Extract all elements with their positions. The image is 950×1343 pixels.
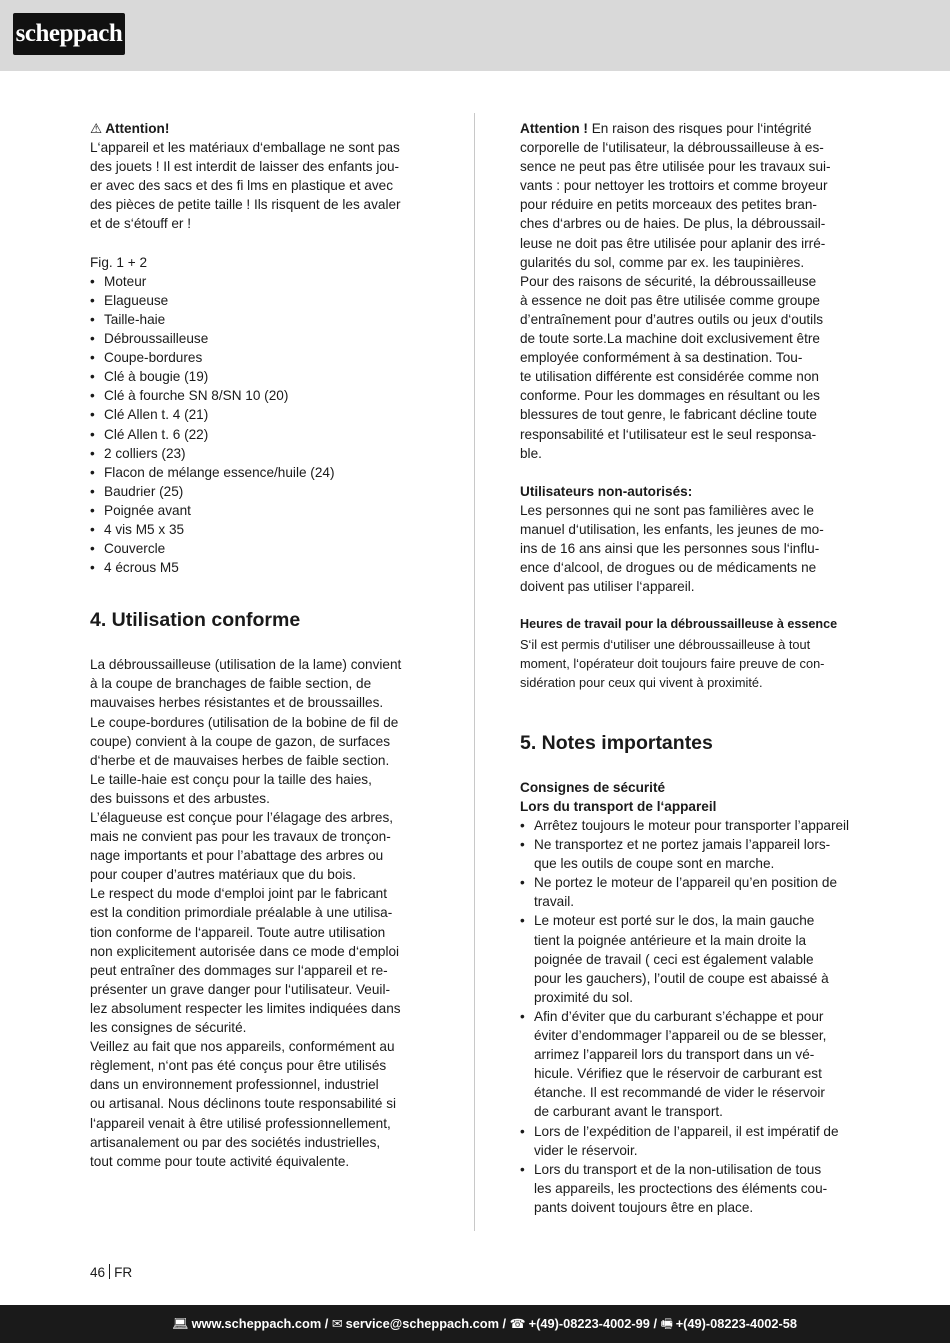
parts-list-item: • Elagueuse (90, 291, 435, 310)
section-4-line: mais ne convient pas pour les travaux de tronçon- (90, 829, 391, 845)
section-4-line: tion conforme de l‘appareil. Toute autre utilisation (90, 924, 386, 940)
transport-list-item-line: que les outils de coupe sont en marche. (534, 856, 775, 872)
unauthorized-users-text (520, 501, 865, 596)
parts-list-item: • 2 colliers (23) (90, 444, 435, 463)
footer-separator: / (321, 1316, 332, 1331)
attention-first-line: En raison des risques pour l‘intégrité (587, 121, 812, 136)
section-4-line: les consignes de sécurité. (90, 1020, 247, 1036)
footer-contacts (172, 1305, 797, 1343)
attention-line: te utilisation différente est considérée comme non (520, 369, 819, 385)
section-4-line: coupe) convient à la coupe de gazon, de surfaces (90, 733, 391, 749)
section-4-line: l‘appareil venait à être utilisé professionnellement, (90, 1115, 391, 1131)
transport-list-item-line: éviter d’endommager l’appareil ou de se blesser, (534, 1028, 827, 1044)
section-4-line: lez absolument respecter les limites indiquées dans (90, 1000, 401, 1016)
section-4-heading: 4. Utilisation conforme (90, 609, 301, 632)
attention-line: corporelle de l‘utilisateur, la débroussailleuse à es- (520, 140, 824, 156)
phone-icon: ☎ (509, 1316, 526, 1331)
attention-line: pour réduire en petits morceaux des petites bran- (520, 197, 817, 213)
attention-line: sence ne peut pas être utilisée pour les travaux sui- (520, 159, 831, 175)
transport-list-item (520, 1160, 865, 1217)
attention-line: gularités du sol, comme par ex. les taupinières. (520, 254, 805, 270)
transport-list-item (520, 873, 865, 911)
working-hours-text (520, 635, 865, 692)
attention-label: Attention ! (520, 121, 588, 136)
attention-line: leuse ne doit pas être utilisée pour aplanir des irré- (520, 235, 826, 251)
page-number-separator (109, 1264, 110, 1279)
parts-list-item: • Clé à fourche SN 8/SN 10 (20) (90, 386, 435, 405)
transport-list-item (520, 1122, 865, 1160)
parts-list-item: • 4 écrous M5 (90, 558, 435, 577)
working-hours-title: Heures de travail pour la débroussailleuse à essence (520, 617, 838, 632)
transport-list-item-line: • Lors du transport et de la non-utilisation de tous (534, 1161, 822, 1177)
section-4-line: des buissons et des arbustes. (90, 790, 270, 806)
transport-list-item (520, 911, 865, 1006)
section-4-line: Le coupe-bordures (utilisation de la bobine de fil de (90, 714, 399, 730)
transport-list-item-line: pour les gauchers), l’outil de coupe est abaissé à (534, 970, 829, 986)
attention-line: responsabilité et l‘utilisateur est le seul responsa- (520, 426, 817, 442)
page-header (0, 0, 950, 71)
footer-phone: +(49)-08223-4002-99 (528, 1316, 650, 1331)
attention-line: et de s‘étouff er ! (90, 216, 192, 232)
section-4-line: mauvaises herbes résistantes et de broussailles. (90, 695, 384, 711)
section-4-line: Le respect du mode d‘emploi joint par le fabricant (90, 886, 387, 902)
section-4-line: Le taille-haie est conçu pour la taille des haies, (90, 771, 372, 787)
section-4-line: est la condition primordiale préalable à une utilisa- (90, 905, 393, 921)
working-hours-line: S‘il est permis d‘utiliser une débroussailleuse à tout (520, 636, 811, 652)
attention-line: ble. (520, 445, 542, 461)
transport-list (520, 816, 865, 1217)
section-4-line: à la coupe de branchages de faible section, de (90, 676, 372, 692)
transport-list-item-line: arrimez l’appareil lors du transport dans un vé- (534, 1047, 815, 1063)
parts-list-item: • Couvercle (90, 539, 435, 558)
attention-heading (90, 119, 435, 138)
transport-list-item-line: de carburant avant le transport. (534, 1104, 723, 1120)
footer-fax: +(49)-08223-4002-58 (675, 1316, 797, 1331)
parts-list-item: • Coupe-bordures (90, 348, 435, 367)
column-divider (474, 113, 475, 1231)
safety-title: Consignes de sécurité (520, 779, 666, 795)
parts-list (90, 272, 435, 578)
unauthorized-users-line: ence d‘alcool, de drogues ou de médicaments ne (520, 560, 817, 576)
parts-list-item: • Clé Allen t. 4 (21) (90, 405, 435, 424)
left-column (90, 119, 435, 1171)
parts-list-item: • Baudrier (25) (90, 482, 435, 501)
attention-line: d’entraînement pour d’autres outils ou jeux d‘outils (520, 311, 824, 327)
parts-list-item: • Taille-haie (90, 310, 435, 329)
transport-list-item-line: • Ne portez le moteur de l’appareil qu’en position de (534, 875, 838, 891)
attention-line: Pour des raisons de sécurité, la débroussailleuse (520, 273, 817, 289)
section-4-line: Veillez au fait que nos appareils, conformément au (90, 1039, 395, 1055)
transport-title: Lors du transport de l‘appareil (520, 798, 717, 814)
section-5-heading: 5. Notes importantes (520, 731, 713, 754)
transport-list-item-line: tient la poignée antérieure et la main droite la (534, 932, 807, 948)
working-hours-line: sidération pour ceux qui vivent à proximité. (520, 674, 763, 690)
attention-line: ches d‘arbres ou de haies. De plus, la débroussail- (520, 216, 826, 232)
transport-list-item (520, 835, 865, 873)
transport-list-item (520, 816, 865, 835)
parts-list-item: • Flacon de mélange essence/huile (24) (90, 463, 435, 482)
attention-line: des jouets ! Il est interdit de laisser des enfants jou- (90, 159, 400, 175)
parts-list-item: • Débroussailleuse (90, 329, 435, 348)
unauthorized-users-line: manuel d‘utilisation, les enfants, les jeunes de mo- (520, 521, 824, 537)
footer-email[interactable]: service@scheppach.com (345, 1316, 499, 1331)
transport-list-item-line: pants doivent toujours être en place. (534, 1199, 754, 1215)
attention-paragraph (520, 138, 865, 463)
transport-list-item-line: vider le réservoir. (534, 1142, 638, 1158)
attention-line: conforme. Pour les dommages en résultant ou les (520, 388, 820, 404)
page-footer (0, 1305, 950, 1343)
brand-logo: scheppach (13, 13, 125, 55)
attention-text (90, 138, 435, 233)
attention-line: de toute sorte.La machine doit exclusivement être (520, 331, 820, 347)
section-4-line: règlement, n‘ont pas été conçus pour être utilisés (90, 1058, 387, 1074)
attention-line: des pièces de petite taille ! Ils risquent de les avaler (90, 197, 401, 213)
transport-list-item-line: proximité du sol. (534, 989, 633, 1005)
transport-list-item-line: poignée de travail ( ceci est également valable (534, 951, 814, 967)
section-4-line: artisanalement ou par des sociétés industrielles, (90, 1134, 381, 1150)
page-number-block (90, 1264, 132, 1280)
transport-list-item (520, 1007, 865, 1122)
section-4-line: d‘herbe et de mauvaises herbes de faible section. (90, 752, 390, 768)
section-4-line: ou artisanal. Nous déclinons toute responsabilité si (90, 1096, 397, 1112)
section-4-line: non explicitement autorisée dans ce mode d‘emploi (90, 943, 400, 959)
transport-list-item-line: • Lors de l’expédition de l’appareil, il est impératif de (534, 1123, 839, 1139)
mail-icon: ✉︎ (331, 1316, 343, 1331)
fax-icon: 🖷︎ (660, 1316, 673, 1331)
footer-separator: / (498, 1316, 510, 1331)
unauthorized-users-line: ins de 16 ans ainsi que les personnes sous l‘influ- (520, 541, 820, 557)
parts-list-item: • Clé à bougie (19) (90, 367, 435, 386)
parts-list-item: • Moteur (90, 272, 435, 291)
transport-list-item-line: • Le moteur est porté sur le dos, la main gauche (534, 913, 815, 929)
section-4-line: présenter un grave danger pour l‘utilisateur. Veuil- (90, 981, 390, 997)
language-code: FR (114, 1265, 133, 1280)
page-number: 46 (90, 1265, 106, 1280)
warning-icon: ⚠ (90, 121, 103, 136)
section-4-line: dans un environnement professionnel, industriel (90, 1077, 379, 1093)
section-4-line: L’élagueuse est conçue pour l’élagage des arbres, (90, 810, 394, 825)
working-hours-line: moment, l‘opérateur doit toujours faire preuve de con- (520, 655, 825, 671)
transport-list-item-line: • Afin d’éviter que du carburant s’échappe et pour (534, 1008, 824, 1024)
attention-line: à essence ne doit pas être utilisée comme groupe (520, 292, 820, 308)
transport-list-item-line: hicule. Vérifiez que le réservoir de carburant est (534, 1066, 822, 1082)
attention-title: Attention! (105, 121, 170, 136)
section-4-line: pour couper d’autres matériaux que du bois. (90, 867, 356, 883)
parts-list-item: • 4 vis M5 x 35 (90, 520, 435, 539)
attention-line: vants : pour nettoyer les trottoirs et comme broyeur (520, 178, 828, 194)
parts-list-item: • Poignée avant (90, 501, 435, 520)
fig-label: Fig. 1 + 2 (90, 254, 148, 270)
footer-website[interactable]: www.scheppach.com (191, 1316, 322, 1331)
unauthorized-users-line: Les personnes qui ne sont pas familières avec le (520, 502, 814, 518)
section-4-line: tout comme pour toute activité équivalente. (90, 1153, 350, 1169)
attention-line: employée conformément à sa destination. Tou- (520, 350, 803, 366)
unauthorized-users-title: Utilisateurs non-autorisés: (520, 483, 693, 499)
attention-paragraph-first (520, 119, 865, 138)
transport-list-item-line: étanche. Il est recommandé de vider le réservoir (534, 1085, 825, 1101)
attention-line: er avec des sacs et des fi lms en plastique et avec (90, 178, 393, 194)
section-4-line: nage importants et pour l’abattage des arbres ou (90, 848, 384, 864)
transport-list-item-line: • Ne transportez et ne portez jamais l’appareil lors- (534, 837, 831, 853)
section-4-text (90, 655, 435, 1171)
section-4-line: La débroussailleuse (utilisation de la lame) convient (90, 657, 402, 673)
computer-icon: 💻︎ (172, 1316, 189, 1331)
attention-line: blessures de tout genre, le fabricant décline toute (520, 407, 817, 423)
parts-list-item: • Clé Allen t. 6 (22) (90, 425, 435, 444)
unauthorized-users-line: doivent pas utiliser l‘appareil. (520, 579, 695, 595)
transport-list-item-line: • Arrêtez toujours le moteur pour transporter l’appareil (534, 818, 850, 833)
right-column (520, 119, 865, 1217)
footer-separator: / (649, 1316, 661, 1331)
section-4-line: peut entraîner des dommages sur l‘appareil et re- (90, 962, 388, 978)
attention-line: L‘appareil et les matériaux d‘emballage ne sont pas (90, 140, 400, 156)
transport-list-item-line: travail. (534, 894, 575, 910)
transport-list-item-line: les appareils, les proctections des éléments cou- (534, 1180, 828, 1196)
